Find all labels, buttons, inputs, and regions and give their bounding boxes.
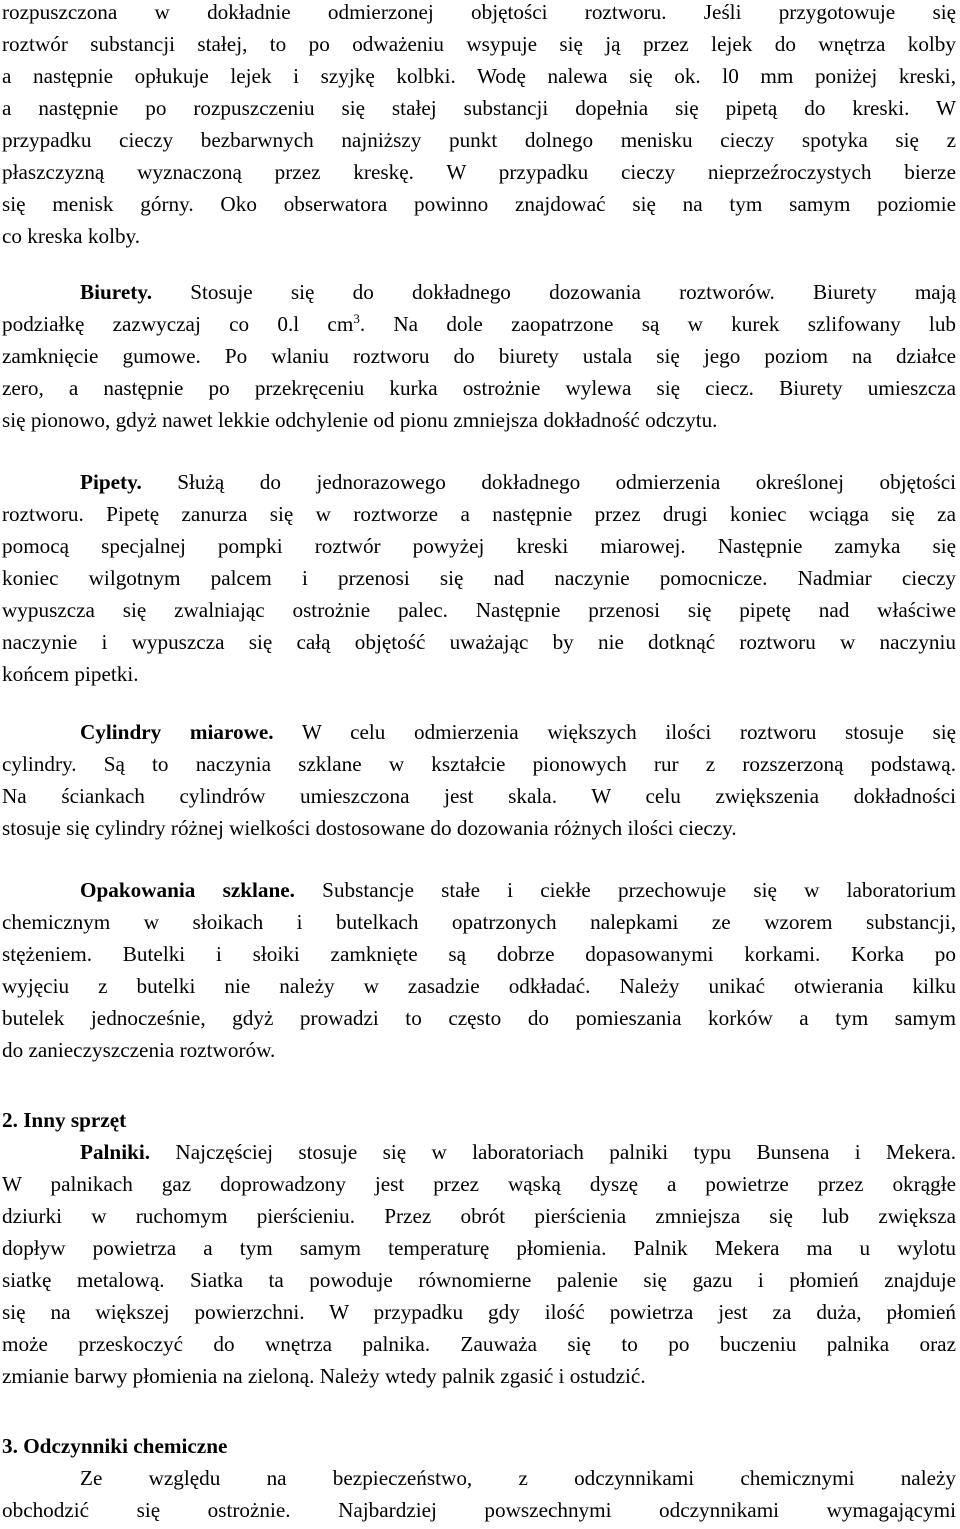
text-line: Na ściankach cylindrów umieszczona jest skala. W celu zwiększenia dokładności [2,784,956,808]
text-span: . Na dole zaopatrzone są w kurek szlifowany lub [359,312,956,336]
term-burners: Palniki. [80,1140,151,1164]
text-line: dziurki w ruchomym pierścieniu. Przez obrót pierścienia zmniejsza się lub zwiększa [2,1204,956,1228]
text-line: wyjęciu z butelki nie należy w zasadzie odkładać. Należy unikać otwierania kilku [2,974,956,998]
text-span: Służą do jednorazowego dokładnego odmierzenia określonej objętości [177,470,956,494]
text-span: Substancje stałe i ciekłe przechowuje się w laboratorium [322,878,956,902]
superscript: 3 [353,310,360,326]
text-line: się pionowo, gdyż nawet lekkie odchylenie od pionu zmniejsza dokładność odczytu. [2,408,718,432]
paragraph-burners [2,1136,956,1392]
paragraph-burettes [2,276,956,436]
text-line: naczynie i wypuszcza się całą objętość uważając by nie dotknąć roztworu w naczyniu [2,630,956,654]
text-line: końcem pipetki. [2,662,139,686]
text-line: stosuje się cylindry różnej wielkości dostosowane do dozowania różnych ilości cieczy. [2,816,737,840]
text-line: chemicznym w słoikach i butelkach opatrzonych nalepkami ze wzorem substancji, [2,910,956,934]
text-line: roztworu. Pipetę zanurza się w roztworze a następnie przez drugi koniec wciąga się za [2,502,956,526]
text-line: a następnie po rozpuszczeniu się stałej substancji dopełnia się pipetą do kreski. W [2,96,956,120]
text-line: zmianie barwy płomienia na zieloną. Należy wtedy palnik zgasić i ostudzić. [2,1364,646,1388]
text-line: siatkę metalową. Siatka ta powoduje równomierne palenie się gazu i płomień znajduje [2,1268,956,1292]
text-line [2,716,956,748]
term-glass-containers: Opakowania szklane. [80,878,295,902]
paragraph-pipettes [2,466,956,690]
text-span: Najczęściej stosuje się w laboratoriach palniki typu Bunsena i Mekera. [175,1140,956,1164]
term-graduated-cylinders: Cylindry miarowe. [80,720,274,744]
paragraph-glass-containers [2,874,956,1066]
text-line: przypadku cieczy bezbarwnych najniższy punkt dolnego menisku cieczy spotyka się z [2,128,956,152]
text-line: obchodzić się ostrożnie. Najbardziej powszechnymi odczynnikami wymagającymi [2,1498,956,1522]
term-pipettes: Pipety. [80,470,142,494]
text-line: a następnie opłukuje lejek i szyjkę kolbki. Wodę nalewa się ok. l0 mm poniżej kreski, [2,64,956,88]
text-line: co kreska kolby. [2,224,141,248]
text-span: W celu odmierzenia większych ilości roztworu stosuje się [301,720,956,744]
text-line: się menisk górny. Oko obserwatora powinno znajdować się na tym samym poziomie [2,192,956,216]
text-line: do zanieczyszczenia roztworów. [2,1038,276,1062]
text-line [2,874,956,906]
text-span: Stosuje się do dokładnego dozowania roztworów. Biurety mają [190,280,956,304]
text-line [2,276,956,308]
text-line: koniec wilgotnym palcem i przenosi się nad naczynie pomocnicze. Nadmiar cieczy [2,566,956,590]
text-line: może przeskoczyć do wnętrza palnika. Zauważa się to po buczeniu palnika oraz [2,1332,956,1356]
text-line [2,308,956,340]
text-line: cylindry. Są to naczynia szklane w kształcie pionowych rur z rozszerzoną podstawą. [2,752,956,776]
text-line: rozpuszczona w dokładnie odmierzonej objętości roztworu. Jeśli przygotowuje się [2,0,956,24]
text-line: pomocą specjalnej pompki roztwór powyżej kreski miarowej. Następnie zamyka się [2,534,956,558]
text-line [2,1136,956,1168]
term-burettes: Biurety. [80,280,153,304]
text-span: podziałkę zazwyczaj co 0.l cm [2,312,354,336]
text-line: dopływ powietrza a tym samym temperaturę płomienia. Palnik Mekera ma u wylotu [2,1236,956,1260]
text-line: butelek jednocześnie, gdyż prowadzi to często do pomieszania korków a tym samym [2,1006,956,1030]
text-line: roztwór substancji stałej, to po odważeniu wsypuje się ją przez lejek do wnętrza kolby [2,32,956,56]
text-line: zamknięcie gumowe. Po wlaniu roztworu do biurety ustala się jego poziom na działce [2,344,956,368]
section-heading-other-equipment: 2. Inny sprzęt [2,1108,127,1132]
text-line: się na większej powierzchni. W przypadku gdy ilość powietrza jest za duża, płomień [2,1300,956,1324]
paragraph-volumetric-flask [2,0,956,252]
section-heading-chemical-reagents: 3. Odczynniki chemiczne [2,1434,228,1458]
text-line: wypuszcza się zwalniając ostrożnie palec. Następnie przenosi się pipetę nad właściwe [2,598,956,622]
text-line: stężeniem. Butelki i słoiki zamknięte są dobrze dopasowanymi korkami. Korka po [2,942,956,966]
text-line: W palnikach gaz doprowadzony jest przez wąską dyszę a powietrze przez okrągłe [2,1172,956,1196]
text-line: zero, a następnie po przekręceniu kurka ostrożnie wylewa się ciecz. Biurety umieszcza [2,376,956,400]
text-line [2,466,956,498]
paragraph-graduated-cylinders [2,716,956,844]
text-line: płaszczyzną wyznaczoną przez kreskę. W przypadku cieczy nieprzeźroczystych bierze [2,160,956,184]
paragraph-reagents [2,1462,956,1526]
text-line: Ze względu na bezpieczeństwo, z odczynnikami chemicznymi należy [80,1466,956,1490]
